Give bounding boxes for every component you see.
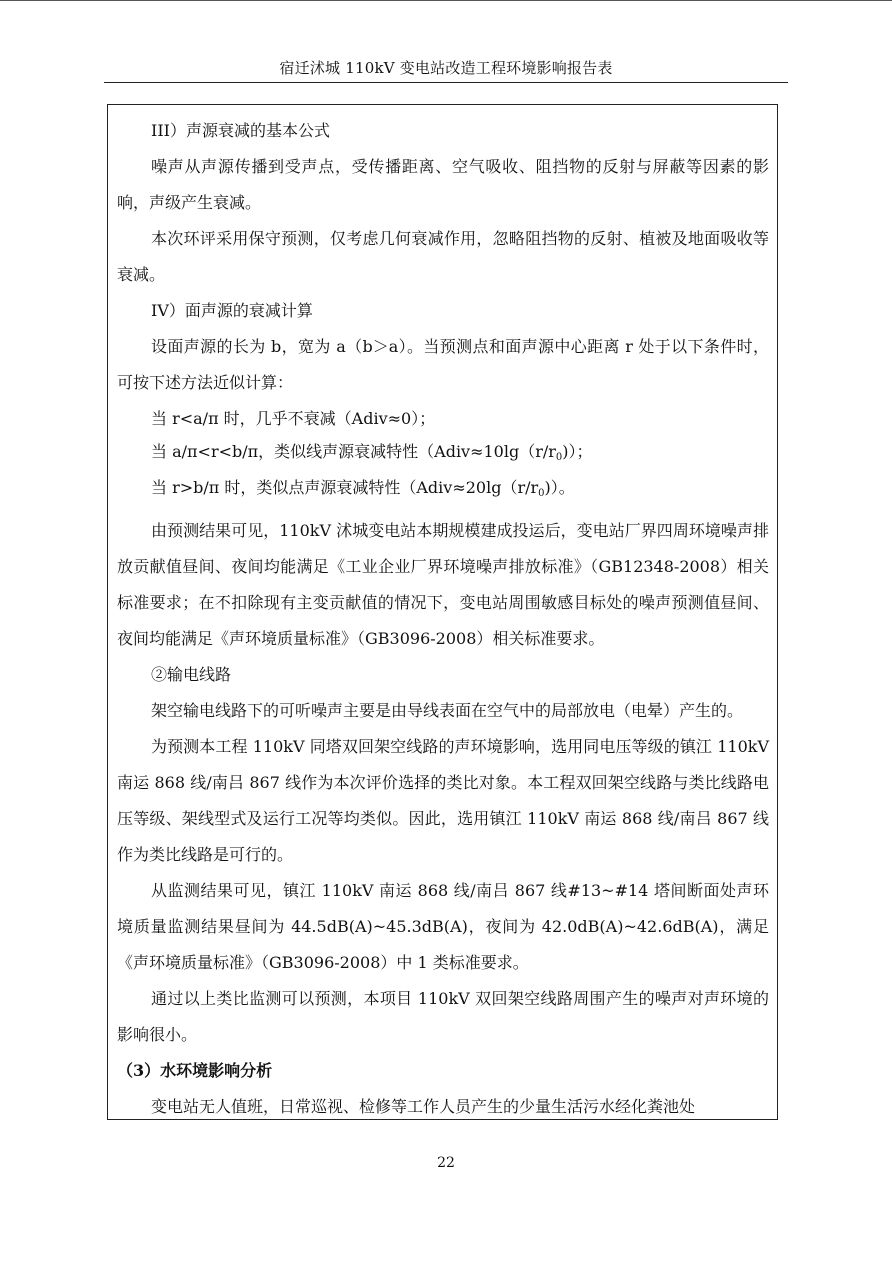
- condition-point-source-end: )）。: [544, 478, 575, 497]
- condition-point-source: [117, 473, 769, 509]
- condition-point-source-text: 当 r>b/π 时，类似点声源衰减特性（Adiv≈20lg（r/r: [151, 478, 539, 497]
- paragraph-corona-noise: 架空输电线路下的可听噪声主要是由导线表面在空气中的局部放电（电晕）产生的。: [151, 701, 744, 720]
- page-number: 22: [437, 1155, 455, 1171]
- header-divider: [104, 82, 788, 83]
- heading-area-source-attenuation: IV）面声源的衰减计算: [151, 301, 313, 320]
- page-top-rule: [0, 0, 892, 1]
- paragraph-area-source-definition: 设面声源的长为 b，宽为 a（b＞a）。当预测点和面声源中心距离 r 处于以下条件时，可按下述方法近似计算：: [117, 337, 769, 392]
- condition-line-source: [117, 437, 769, 473]
- condition-no-attenuation: 当 r<a/π 时，几乎不衰减（Adiv≈0）；: [151, 409, 436, 428]
- subscript-zero: 0: [538, 488, 545, 499]
- paragraph-attenuation-factors: 噪声从声源传播到受声点，受传播距离、空气吸收、阻挡物的反射与屏蔽等因素的影响，声级产生衰减。: [117, 157, 769, 212]
- subscript-zero: 0: [555, 452, 563, 463]
- paragraph-monitoring-results: 从监测结果可见，镇江 110kV 南运 868 线/南吕 867 线#13~#14 塔间断面处声环境质量监测结果昼间为 44.5dB(A)~45.3dB(A)，夜间为 42.0dB(A)~42.6dB(A)，满足《声环境质量标准》（GB3096-2008）中 1 类标准要求。: [117, 881, 769, 972]
- heading-transmission-line: ②输电线路: [151, 665, 232, 684]
- heading-water-environment: （3）水环境影响分析: [117, 1061, 273, 1080]
- condition-line-source-text: 当 a/π<r<b/π，类似线声源衰减特性（Adiv≈10lg（r/r: [151, 442, 556, 461]
- paragraph-conservative-prediction: 本次环评采用保守预测，仅考虑几何衰减作用，忽略阻挡物的反射、植被及地面吸收等衰减。: [117, 229, 769, 284]
- paragraph-analogy-object: 为预测本工程 110kV 同塔双回架空线路的声环境影响，选用同电压等级的镇江 110kV 南运 868 线/南吕 867 线作为本次评价选择的类比对象。本工程双回架空线路与类比线路电压等级、架线型式及运行工况等均类似。因此，选用镇江 110kV 南运 868 线/南吕 867 线作为类比线路是可行的。: [117, 737, 769, 864]
- report-content-table: [107, 104, 778, 1120]
- heading-sound-attenuation-formula: III）声源衰减的基本公式: [151, 121, 330, 140]
- paragraph-domestic-sewage: 变电站无人值班，日常巡视、检修等工作人员产生的少量生活污水经化粪池处: [151, 1097, 696, 1116]
- paragraph-substation-noise-result: 由预测结果可见，110kV 沭城变电站本期规模建成投运后，变电站厂界四周环境噪声排放贡献值昼间、夜间均能满足《工业企业厂界环境噪声排放标准》（GB12348-2008）相关标准要求；在不扣除现有主变贡献值的情况下，变电站周围敏感目标处的噪声预测值昼间、夜间均能满足《声环境质量标准》（GB3096-2008）相关标准要求。: [117, 521, 769, 648]
- page-header-title: 宿迁沭城 110kV 变电站改造工程环境影响报告表: [279, 59, 613, 77]
- condition-line-source-end: )）；: [562, 442, 593, 461]
- paragraph-line-noise-conclusion: 通过以上类比监测可以预测，本项目 110kV 双回架空线路周围产生的噪声对声环境的影响很小。: [117, 989, 769, 1044]
